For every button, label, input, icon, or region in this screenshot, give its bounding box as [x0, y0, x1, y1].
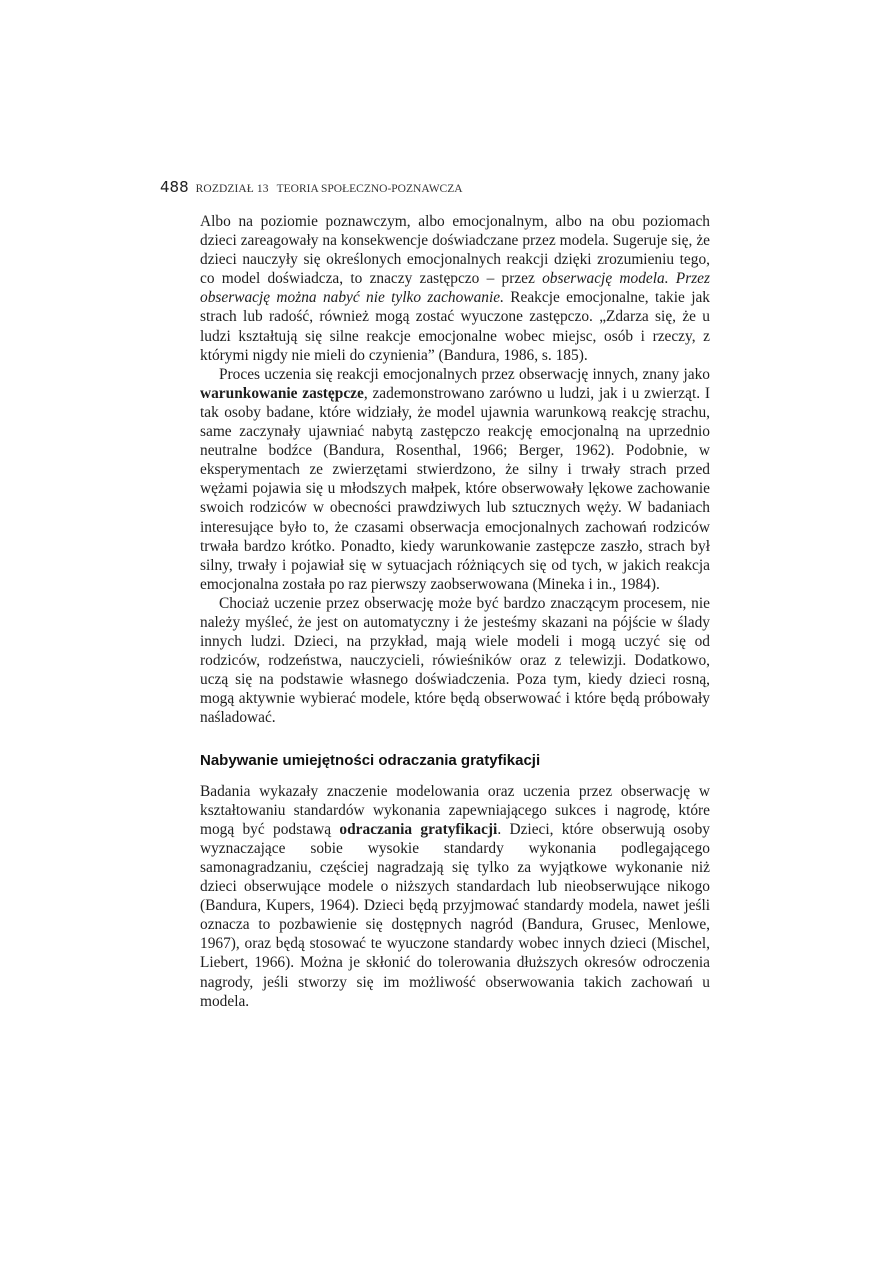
paragraph-2	[200, 365, 710, 594]
text-run: Reakcje emocjonalne, takie jak strach lub radość, również mogą zostać wyuczone zastępczo. „Zdarza się, że u ludzi kształtują się silne reakcje emocjonalne wobec miejsc, osób i rzeczy, z którymi nigdy nie mieli do czynienia” (Bandura, 1986, s. 185).	[200, 289, 710, 364]
chapter-label: ROZDZIAŁ 13	[195, 183, 269, 195]
section-heading: Nabywanie umiejętności odraczania gratyfikacji	[200, 751, 541, 769]
page-number: 488	[160, 178, 189, 196]
running-header	[160, 178, 720, 196]
body-text	[200, 212, 710, 1011]
text-run: Albo na poziomie poznawczym, albo emocjonalnym, albo na obu poziomach dzieci zareagowały na konsekwencje doświadczane przez modela. Sugeruje się, że dzieci nauczyły się określonych emocjonalnych reakcji dzięki zrozumieniu tego, co model doświadcza, to znaczy zastępczo – przez	[200, 213, 710, 288]
text-run: , zademonstrowano zarówno u ludzi, jak i u zwierząt. I tak osoby badane, które widziały, że model ujawnia warunkową reakcję strachu, same zaczynały ujawniać nabytą zastępczo reakcję emocjonalną na uprzednio neutralne bodźce (Bandura, Rosenthal, 1966; Berger, 1962). Podobnie, w eksperymentach ze zwierzętami stwierdzono, że silny i trwały strach przed wężami pojawia się u młodszych małpek, które obserwowały lękowe zachowanie swoich rodziców w obecności prawdziwych lub sztucznych węży. W badaniach interesujące było to, że czasami obserwacja emocjonalnych zachowań rodziców trwała bardzo krótko. Ponadto, kiedy warunkowanie zastępcze zaszło, strach był silny, trwały i pojawiał się w sytuacjach różniących się od tych, w jakich reakcja emocjonalna została po raz pierwszy zaobserwowana (Mineka i in., 1984).	[200, 384, 710, 593]
italic-text: obserwację modela. Przez obserwację można nabyć nie tylko zachowanie.	[200, 270, 710, 307]
bold-term: odraczania gratyfikacji	[339, 820, 498, 838]
paragraph-1	[200, 212, 710, 365]
text-run: . Dzieci, które obserwują osoby wyznaczające sobie wysokie standardy wykonania podlegającego samonagradzaniu, częściej nagradzają się tylko za wyjątkowe wykonanie niż dzieci obserwujące modele o niższych standardach lub nieobserwujące nikogo (Bandura, Kupers, 1964). Dzieci będą przyjmować standardy modela, nawet jeśli oznacza to pozbawienie się dostępnych nagród (Bandura, Grusec, Menlowe, 1967), oraz będą stosować te wyuczone standardy wobec innych dzieci (Mischel, Liebert, 1966). Można je skłonić do tolerowania dłuższych okresów odroczenia nagrody, jeśli stworzy się im możliwość obserwowania takich zachowań u modela.	[200, 820, 710, 1010]
bold-term: warunkowanie zastępcze	[200, 384, 364, 402]
paragraph-4	[200, 782, 710, 1011]
text-run: Proces uczenia się reakcji emocjonalnych przez obserwację innych, znany jako	[219, 365, 710, 383]
chapter-title: TEORIA SPOŁECZNO-POZNAWCZA	[276, 183, 463, 195]
paragraph-3: Chociaż uczenie przez obserwację może być bardzo znaczącym procesem, nie należy myśleć, że jest on automatyczny i że jesteśmy skazani na pójście w ślady innych ludzi. Dzieci, na przykład, mają wiele modeli i mogą uczyć się od rodziców, rodzeństwa, nauczycieli, rówieśników oraz z telewizji. Dodatkowo, uczą się na podstawie własnego doświadczenia. Poza tym, kiedy dzieci rosną, mogą aktywnie wybierać modele, które będą obserwować i które będą próbowały naśladować.	[200, 594, 710, 727]
text-run: Badania wykazały znaczenie modelowania oraz uczenia przez obserwację w kształtowaniu standardów wykonania zapewniającego sukces i nagrodę, które mogą być podstawą	[200, 782, 710, 838]
